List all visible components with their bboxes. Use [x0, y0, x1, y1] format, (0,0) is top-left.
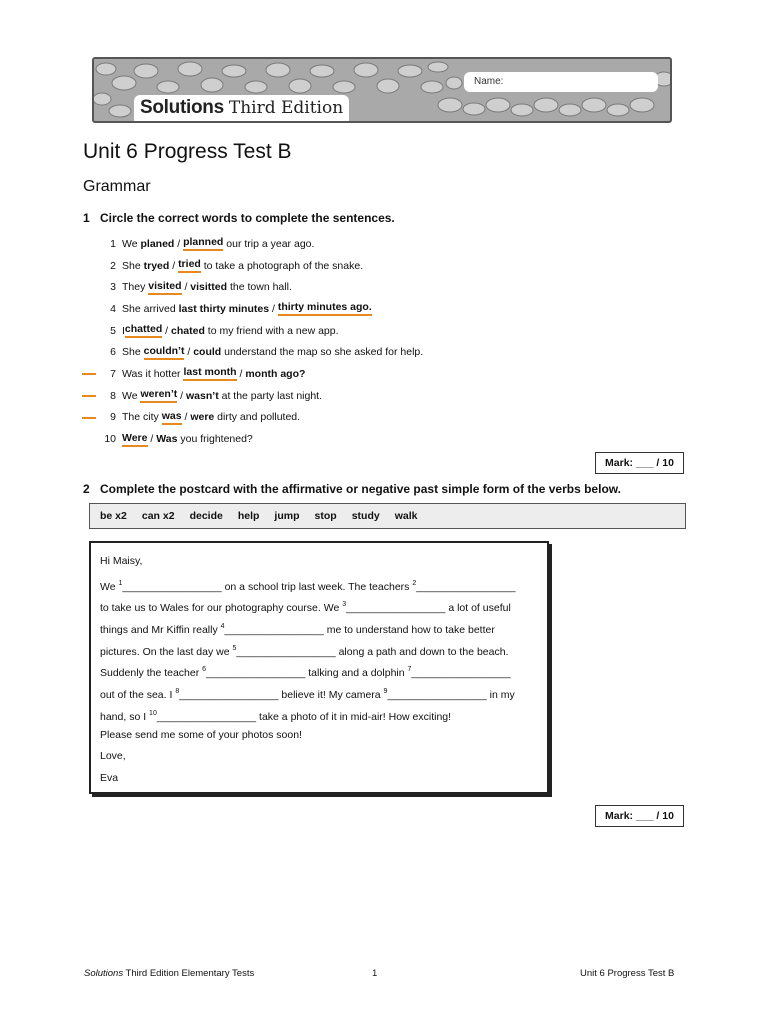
- separator: /: [147, 433, 157, 446]
- option-b[interactable]: were: [190, 411, 215, 424]
- answer-blank[interactable]: _________________: [206, 667, 306, 680]
- option-a[interactable]: last month: [183, 366, 236, 381]
- answer-blank[interactable]: _________________: [122, 580, 222, 593]
- word-item: can x2: [141, 510, 175, 522]
- postcard-line: [100, 551, 547, 573]
- item-text: to take a photograph of the snake.: [200, 259, 364, 272]
- item-text: at the party last night.: [218, 389, 323, 402]
- gap-number: 7: [407, 666, 412, 674]
- item-text: understand the map so she asked for help.: [221, 346, 424, 359]
- exercise-item: [90, 385, 590, 407]
- word-item: study: [351, 510, 380, 522]
- mark-text: Mark: ___ / 10: [605, 810, 674, 822]
- page-title: Unit 6 Progress Test B: [83, 140, 292, 163]
- footer-book: Third Edition Elementary Tests: [123, 968, 255, 979]
- item-number: 6: [110, 346, 116, 359]
- word-item: jump: [274, 510, 300, 522]
- postcard-text: Eva: [100, 771, 119, 784]
- item-text: She arrived: [122, 302, 176, 315]
- item-text: I: [122, 324, 125, 337]
- postcard-line: [100, 659, 547, 681]
- gap-number: 10: [149, 709, 157, 717]
- option-b[interactable]: Was: [156, 433, 178, 446]
- option-b[interactable]: could: [193, 346, 222, 359]
- option-b[interactable]: month ago?: [245, 367, 306, 380]
- answer-blank[interactable]: _________________: [156, 710, 257, 723]
- name-field[interactable]: [464, 72, 658, 92]
- name-label: Name:: [474, 76, 504, 87]
- exercise-item: [90, 233, 590, 255]
- footer-series: Solutions: [84, 968, 124, 979]
- postcard-line: [100, 768, 547, 790]
- page-number: 1: [372, 968, 378, 979]
- question-1-heading: [83, 211, 395, 225]
- answer-blank[interactable]: _________________: [411, 667, 511, 680]
- gap-number: 2: [412, 579, 417, 587]
- header-banner: [92, 57, 672, 123]
- postcard-text: a lot of useful: [445, 602, 511, 615]
- separator: /: [269, 302, 278, 315]
- item-number: 4: [110, 302, 116, 315]
- option-b[interactable]: chated: [171, 324, 205, 337]
- gap-number: 4: [220, 623, 225, 631]
- word-item: help: [237, 510, 260, 522]
- mark-box-1: [595, 452, 684, 474]
- item-text: She: [122, 259, 141, 272]
- option-a[interactable]: Were: [122, 432, 148, 447]
- postcard-text: Please send me some of your photos soon!: [100, 728, 302, 741]
- separator: /: [162, 324, 172, 337]
- brand-name: Solutions: [140, 97, 224, 118]
- item-text: to my friend with a new app.: [204, 324, 339, 337]
- margin-mark: [82, 395, 96, 397]
- exercise-item: [90, 341, 590, 363]
- brand-edition: Third Edition: [228, 98, 344, 118]
- exercise-item: [90, 298, 590, 320]
- exercise-item: [90, 428, 590, 450]
- gap-number: 3: [342, 601, 347, 609]
- word-item: walk: [394, 510, 418, 522]
- item-number: 5: [110, 324, 116, 337]
- item-number: 10: [104, 433, 116, 446]
- question-2-heading: [83, 482, 621, 496]
- footer-left: [84, 968, 254, 979]
- postcard-text: pictures. On the last day we: [100, 645, 233, 658]
- item-text: They: [122, 281, 146, 294]
- option-a[interactable]: visited: [148, 280, 181, 295]
- exercise-item: [90, 255, 590, 277]
- item-text: our trip a year ago.: [223, 237, 315, 250]
- postcard-line: [100, 681, 547, 703]
- question-number: 1: [83, 211, 90, 225]
- postcard-text: along a path and down to the beach.: [335, 645, 509, 658]
- item-number: 8: [110, 389, 116, 402]
- item-text: Was it hotter: [122, 367, 181, 380]
- word-item: stop: [314, 510, 337, 522]
- postcard-line: [100, 746, 547, 768]
- postcard-line: [100, 725, 547, 747]
- postcard-text: talking and a dolphin: [305, 667, 408, 680]
- exercise-item: [90, 363, 590, 385]
- item-text: you frightened?: [177, 433, 253, 446]
- mark-box-2: [595, 805, 684, 827]
- question-instruction: Complete the postcard with the affirmative or negative past simple form of the verbs below.: [100, 482, 621, 496]
- exercise-1-list: [90, 233, 590, 450]
- option-a[interactable]: was: [162, 410, 182, 425]
- postcard-text: out of the sea. I: [100, 689, 176, 702]
- separator: /: [181, 411, 191, 424]
- word-box: [89, 503, 686, 529]
- footer-right: Unit 6 Progress Test B: [580, 968, 675, 979]
- item-number: 9: [110, 411, 116, 424]
- postcard-text: Love,: [100, 750, 126, 763]
- margin-mark: [82, 373, 96, 375]
- question-instruction: Circle the correct words to complete the sentences.: [100, 211, 395, 225]
- answer-blank[interactable]: _________________: [236, 645, 336, 658]
- gap-number: 9: [383, 688, 388, 696]
- brand-logo: [134, 95, 349, 121]
- postcard-line: [100, 703, 547, 725]
- exercise-item: [90, 320, 590, 342]
- option-a[interactable]: planed: [140, 237, 175, 250]
- postcard-line: [100, 616, 547, 638]
- margin-mark: [82, 417, 96, 419]
- gap-number: 5: [232, 644, 237, 652]
- item-text: The city: [122, 411, 159, 424]
- item-text: the town hall.: [227, 281, 292, 294]
- word-item: be x2: [100, 510, 127, 522]
- option-b[interactable]: planned: [183, 236, 223, 251]
- section-title: Grammar: [83, 178, 151, 195]
- separator: /: [169, 259, 179, 272]
- answer-blank[interactable]: _________________: [387, 689, 487, 702]
- option-a[interactable]: weren’t: [140, 388, 177, 403]
- separator: /: [184, 346, 194, 359]
- postcard-line: [100, 573, 547, 595]
- item-number: 1: [110, 237, 116, 250]
- postcard-text: We: [100, 580, 119, 593]
- separator: /: [181, 281, 191, 294]
- item-number: 7: [110, 367, 116, 380]
- question-number: 2: [83, 482, 90, 496]
- postcard-text: take a photo of it in mid-air! How exciting!: [256, 710, 452, 723]
- answer-blank[interactable]: _________________: [179, 689, 279, 702]
- separator: /: [236, 367, 246, 380]
- item-text: We: [122, 389, 138, 402]
- option-b[interactable]: thirty minutes ago.: [278, 301, 372, 316]
- word-item: decide: [189, 510, 223, 522]
- answer-blank[interactable]: _________________: [346, 602, 446, 615]
- option-a[interactable]: last thirty minutes: [178, 302, 270, 315]
- postcard-text: on a school trip last week. The teachers: [221, 580, 413, 593]
- option-a[interactable]: couldn’t: [144, 345, 185, 360]
- mark-text: Mark: ___ / 10: [605, 457, 674, 469]
- option-b[interactable]: wasn’t: [186, 389, 219, 402]
- item-number: 3: [110, 281, 116, 294]
- item-text: We: [122, 237, 138, 250]
- postcard-line: [100, 638, 547, 660]
- answer-blank[interactable]: _________________: [416, 580, 516, 593]
- gap-number: 6: [202, 666, 207, 674]
- postcard-text: to take us to Wales for our photography course. We: [100, 602, 343, 615]
- postcard-text: in my: [486, 689, 515, 702]
- option-b[interactable]: visitted: [190, 281, 228, 294]
- item-text: dirty and polluted.: [214, 411, 301, 424]
- separator: /: [174, 237, 184, 250]
- postcard-text: hand, so I: [100, 710, 150, 723]
- exercise-item: [90, 407, 590, 429]
- postcard: [89, 541, 549, 794]
- option-a[interactable]: chatted: [125, 323, 162, 338]
- gap-number: 8: [175, 688, 180, 696]
- option-a[interactable]: tryed: [143, 259, 170, 272]
- item-number: 2: [110, 259, 116, 272]
- exercise-item: [90, 276, 590, 298]
- separator: /: [177, 389, 187, 402]
- postcard-text: things and Mr Kiffin really: [100, 624, 221, 637]
- postcard-text: believe it! My camera: [278, 689, 384, 702]
- postcard-text: Hi Maisy,: [100, 555, 143, 567]
- item-text: She: [122, 346, 141, 359]
- postcard-text: Suddenly the teacher: [100, 667, 203, 680]
- postcard-line: [100, 594, 547, 616]
- postcard-text: me to understand how to take better: [323, 624, 495, 637]
- answer-blank[interactable]: _________________: [224, 624, 324, 637]
- option-b[interactable]: tried: [178, 258, 201, 273]
- gap-number: 1: [118, 579, 123, 587]
